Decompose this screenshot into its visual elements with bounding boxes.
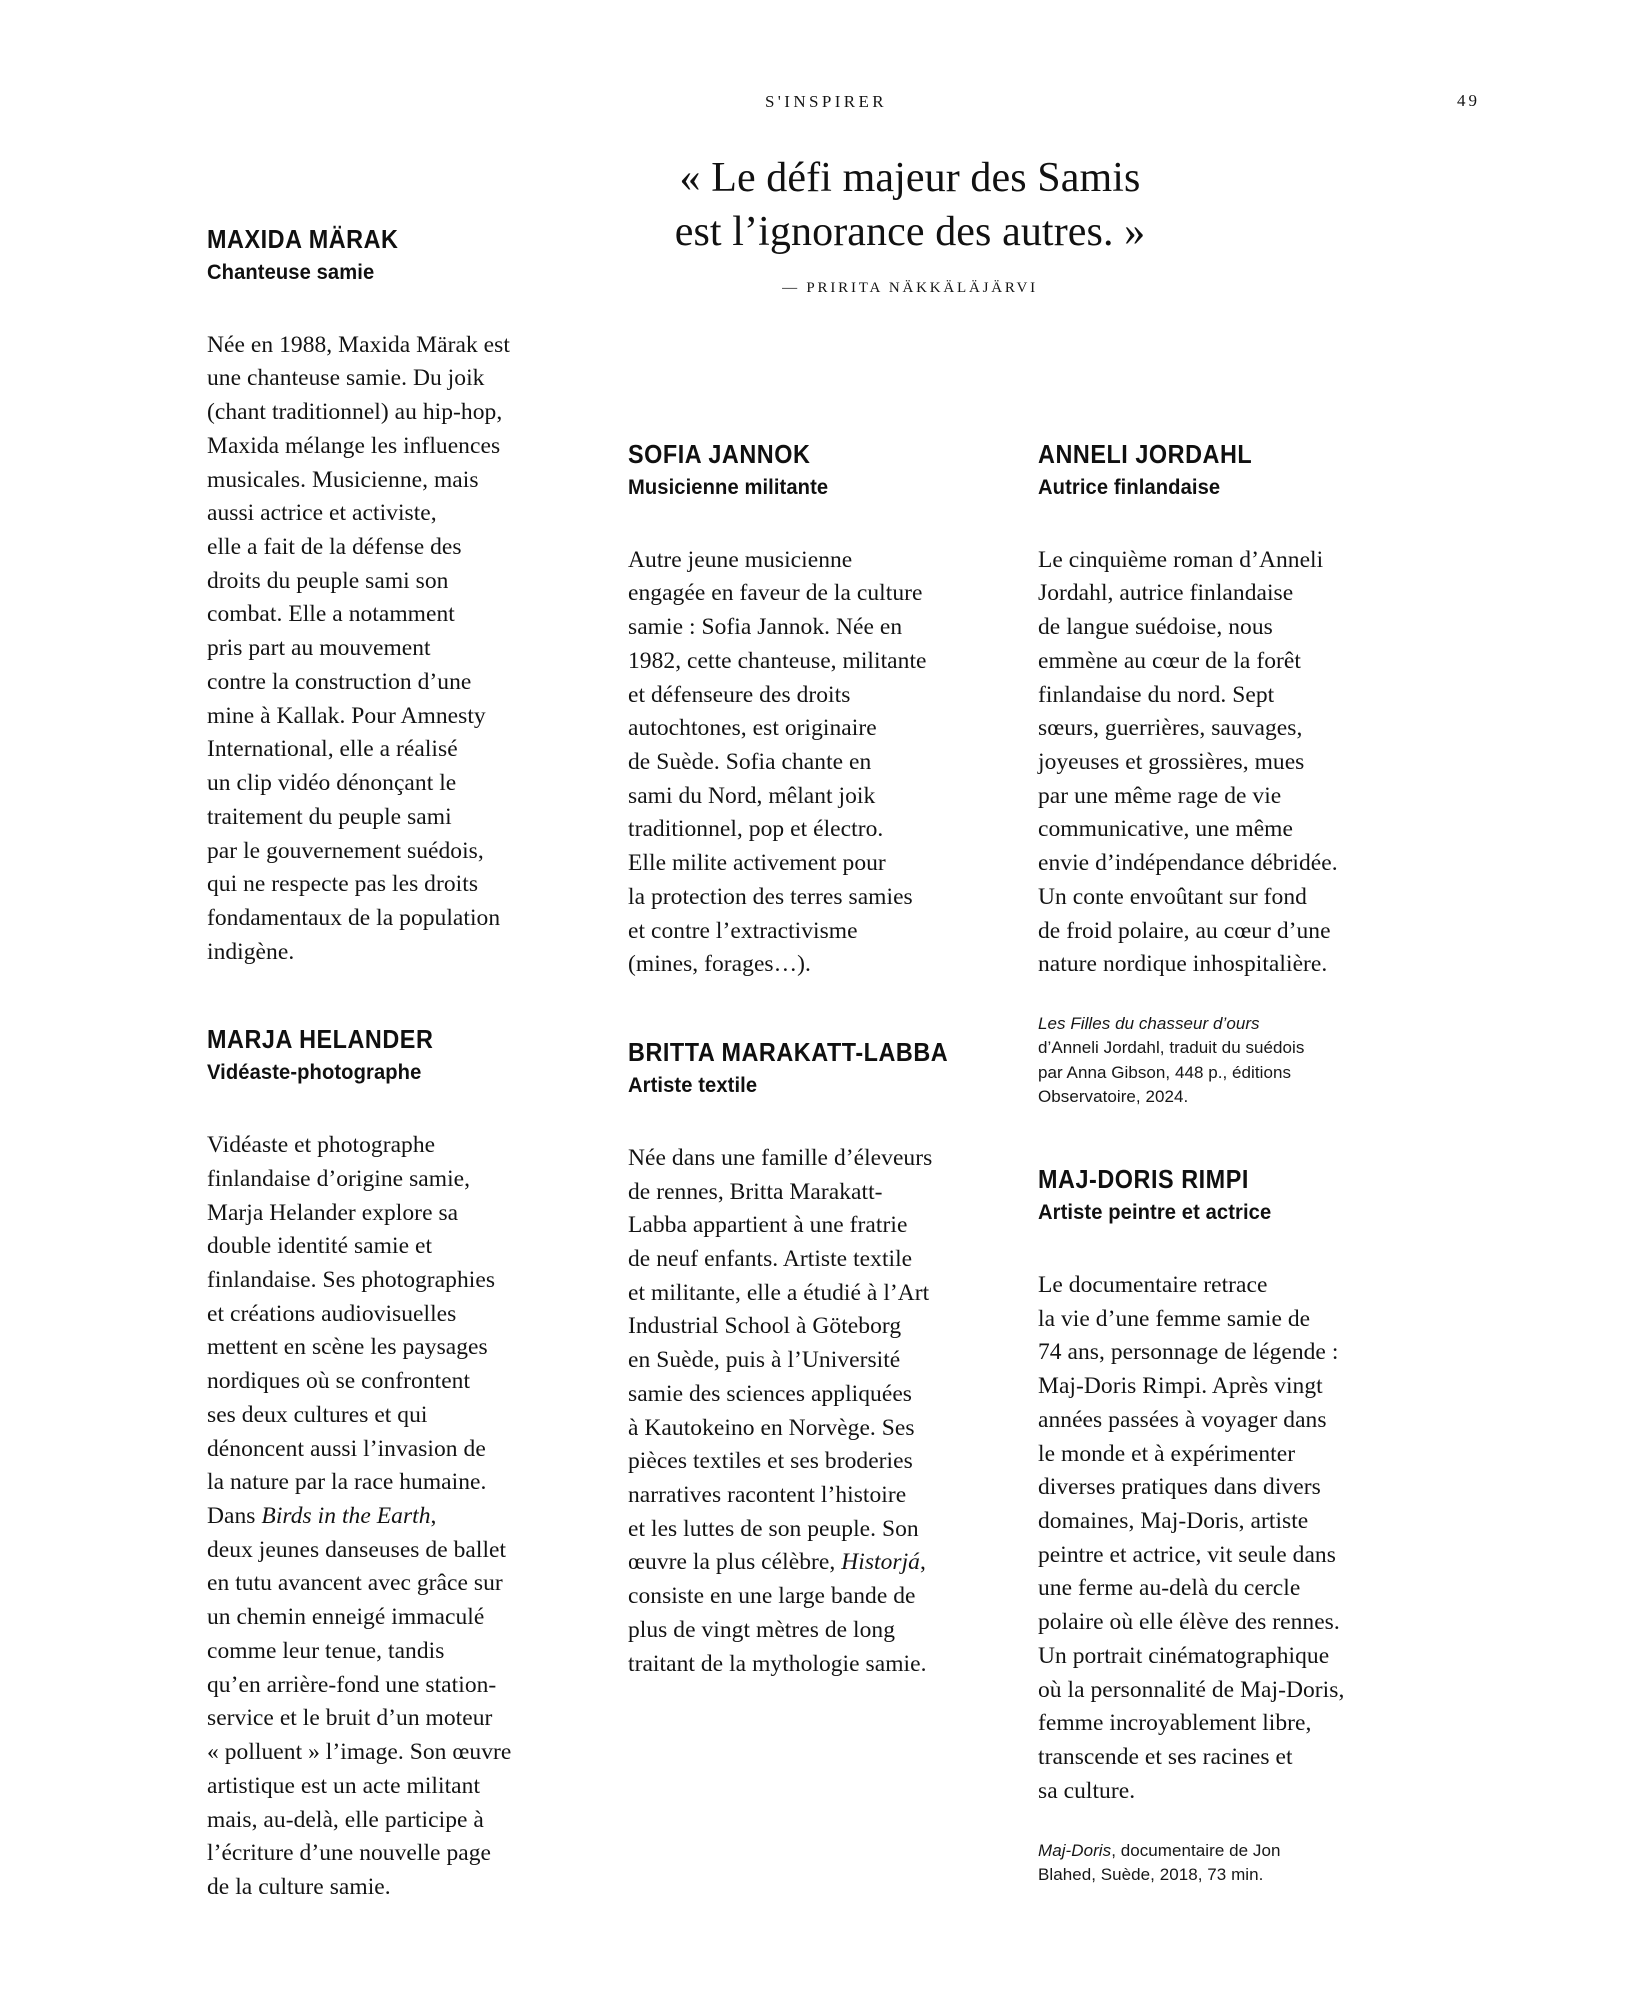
body-line: qu’en arrière-fond une station-: [207, 1671, 497, 1698]
entry-role: Musicienne militante: [628, 475, 829, 499]
body-line: Le cinquième roman d’Anneli: [1038, 546, 1324, 573]
running-head: S'INSPIRER: [764, 92, 888, 111]
body-line: Dans Birds in the Earth,: [207, 1503, 437, 1530]
article-entry-sofia-jannok: [628, 440, 973, 982]
body-line: à Kautokeino en Norvège. Ses: [628, 1414, 915, 1441]
body-line: plus de vingt mètres de long: [628, 1616, 896, 1643]
body-line: femme incroyablement libre,: [1038, 1710, 1312, 1737]
body-line: traditionnel, pop et électro.: [628, 816, 884, 843]
article-entry-britta-marakatt-labba: [628, 1038, 973, 1681]
body-line: emmène au cœur de la forêt: [1038, 647, 1301, 674]
entry-body: [207, 1129, 557, 1905]
entry-body: [628, 544, 973, 982]
body-line: engagée en faveur de la culture: [628, 580, 923, 607]
body-line: Vidéaste et photographe: [207, 1132, 436, 1159]
body-line: de froid polaire, au cœur d’une: [1038, 917, 1331, 944]
pull-quote-line-2: est l’ignorance des autres. »: [674, 208, 1146, 255]
pull-quote-line-1: « Le défi majeur des Samis: [679, 155, 1141, 201]
body-line: peintre et actrice, vit seule dans: [1038, 1541, 1336, 1568]
body-line: mettent en scène les paysages: [207, 1334, 488, 1361]
body-line: l’écriture d’une nouvelle page: [207, 1840, 492, 1867]
body-line: par le gouvernement suédois,: [207, 837, 484, 864]
body-line: années passées à voyager dans: [1038, 1406, 1327, 1433]
body-line: pièces textiles et ses broderies: [628, 1448, 913, 1475]
body-line: narratives racontent l’histoire: [628, 1482, 907, 1508]
entry-body: [628, 1142, 973, 1682]
body-line: finlandaise. Ses photographies: [207, 1267, 496, 1293]
page-number: 49: [1457, 91, 1480, 110]
body-line: en Suède, puis à l’Université: [628, 1347, 901, 1374]
body-line: International, elle a réalisé: [207, 736, 458, 763]
body-line: polaire où elle élève des rennes.: [1038, 1609, 1340, 1636]
body-line: communicative, une même: [1038, 816, 1293, 843]
body-line: nordiques où se confrontent: [207, 1368, 471, 1395]
body-line: mine à Kallak. Pour Amnesty: [207, 702, 486, 729]
body-line: domaines, Maj-Doris, artiste: [1038, 1508, 1309, 1535]
body-line: musicales. Musicienne, mais: [207, 466, 479, 493]
body-line: par une même rage de vie: [1038, 782, 1282, 809]
column-left: [207, 225, 557, 1905]
article-entry-anneli-jordahl: [1038, 440, 1383, 1109]
body-line: sa culture.: [1038, 1777, 1136, 1804]
body-line: et militante, elle a étudié à l’Art: [628, 1279, 930, 1306]
body-line: qui ne respecte pas les droits: [207, 871, 479, 898]
body-line: envie d’indépendance débridée.: [1038, 850, 1338, 877]
body-line: une ferme au-delà du cercle: [1038, 1575, 1301, 1602]
credit-line: Les Filles du chasseur d’ours: [1038, 1014, 1260, 1034]
body-line: diverses pratiques dans divers: [1038, 1474, 1321, 1501]
body-line: de Suède. Sofia chante en: [628, 749, 872, 776]
credit-line: Observatoire, 2024.: [1038, 1086, 1189, 1106]
body-line: la nature par la race humaine.: [207, 1469, 487, 1496]
body-line: de rennes, Britta Marakatt-: [628, 1178, 883, 1205]
body-line: traitement du peuple sami: [207, 803, 452, 830]
body-line: la vie d’une femme samie de: [1038, 1305, 1311, 1332]
body-line: de neuf enfants. Artiste textile: [628, 1245, 913, 1272]
body-line: un clip vidéo dénonçant le: [207, 770, 457, 797]
entry-role: Chanteuse samie: [207, 260, 375, 284]
body-line: de la culture samie.: [207, 1873, 391, 1900]
body-line: samie : Sofia Jannok. Née en: [628, 614, 903, 641]
body-line: et contre l’extractivisme: [628, 917, 858, 944]
body-line: œuvre la plus célèbre, Historjá,: [628, 1549, 926, 1576]
entry-role: Artiste textile: [628, 1073, 758, 1097]
entry-role: Vidéaste-photographe: [207, 1060, 422, 1084]
body-line: (chant traditionnel) au hip-hop,: [207, 399, 503, 426]
body-line: transcende et ses racines et: [1038, 1744, 1293, 1771]
body-line: contre la construction d’une: [207, 668, 472, 695]
body-line: combat. Elle a notamment: [207, 601, 455, 628]
body-line: nature nordique inhospitalière.: [1038, 951, 1328, 978]
entry-credit: [1038, 1839, 1383, 1888]
body-line: finlandaise d’origine samie,: [207, 1165, 471, 1192]
body-line: et les luttes de son peuple. Son: [628, 1515, 919, 1542]
body-line: finlandaise du nord. Sept: [1038, 681, 1275, 708]
body-line: 1982, cette chanteuse, militante: [628, 647, 927, 674]
body-line: Le documentaire retrace: [1038, 1272, 1268, 1298]
body-line: autochtones, est originaire: [628, 715, 877, 742]
body-line: Labba appartient à une fratrie: [628, 1212, 908, 1239]
body-line: Autre jeune musicienne: [628, 546, 853, 573]
body-line: droits du peuple sami son: [207, 567, 449, 594]
pull-quote: [560, 152, 1260, 260]
body-line: en tutu avancent avec grâce sur: [207, 1570, 503, 1597]
body-line: la protection des terres samies: [628, 883, 913, 910]
column-middle: [628, 440, 973, 1681]
entry-name: MAJ-DORIS RIMPI: [1038, 1164, 1249, 1195]
body-line: Maj-Doris Rimpi. Après vingt: [1038, 1373, 1323, 1400]
body-line: ses deux cultures et qui: [207, 1401, 428, 1428]
credit-line: Maj-Doris, documentaire de Jon: [1038, 1840, 1281, 1860]
body-line: pris part au mouvement: [207, 635, 431, 662]
body-line: Née dans une famille d’éleveurs: [628, 1144, 933, 1171]
entry-name: ANNELI JORDAHL: [1038, 439, 1253, 469]
body-line: Industrial School à Göteborg: [628, 1313, 902, 1340]
body-line: Marja Helander explore sa: [207, 1199, 459, 1226]
body-line: de langue suédoise, nous: [1038, 614, 1273, 641]
entry-name: BRITTA MARAKATT-LABBA: [628, 1037, 949, 1068]
article-entry-marja-helander: [207, 1025, 557, 1904]
body-line: 74 ans, personnage de légende :: [1038, 1339, 1339, 1366]
body-line: Née en 1988, Maxida Märak est: [207, 331, 510, 358]
pull-quote-attribution: — PRIRITA NÄKKÄLÄJÄRVI: [782, 280, 1038, 296]
body-line: dénoncent aussi l’invasion de: [207, 1435, 486, 1462]
body-line: le monde et à expérimenter: [1038, 1440, 1296, 1467]
column-right: [1038, 440, 1383, 1887]
entry-name: MARJA HELANDER: [207, 1024, 434, 1055]
body-line: indigène.: [207, 938, 295, 965]
body-line: Un conte envoûtant sur fond: [1038, 883, 1307, 910]
body-line: et défenseure des droits: [628, 681, 851, 708]
body-line: « polluent » l’image. Son œuvre: [207, 1739, 512, 1766]
body-line: joyeuses et grossières, mues: [1038, 749, 1305, 776]
article-entry-maj-doris-rimpi: [1038, 1165, 1383, 1887]
body-line: comme leur tenue, tandis: [207, 1637, 445, 1664]
body-line: sami du Nord, mêlant joik: [628, 782, 876, 809]
credit-line: par Anna Gibson, 448 p., éditions: [1038, 1062, 1292, 1082]
entry-body: [1038, 1269, 1383, 1809]
body-line: double identité samie et: [207, 1233, 433, 1260]
entry-body: [1038, 544, 1383, 982]
entry-name: MAXIDA MÄRAK: [207, 224, 399, 254]
credit-line: d’Anneli Jordahl, traduit du suédois: [1038, 1038, 1305, 1058]
body-line: Maxida mélange les influences: [207, 432, 501, 459]
body-line: mais, au-delà, elle participe à: [207, 1806, 484, 1833]
body-line: aussi actrice et activiste,: [207, 500, 437, 527]
body-line: deux jeunes danseuses de ballet: [207, 1536, 507, 1563]
body-line: traitant de la mythologie samie.: [628, 1650, 927, 1677]
body-line: où la personnalité de Maj-Doris,: [1038, 1676, 1345, 1703]
article-entry-maxida-m-rak: [207, 225, 557, 969]
entry-body: [207, 329, 557, 970]
body-line: sœurs, guerrières, sauvages,: [1038, 715, 1303, 742]
entry-role: Artiste peintre et actrice: [1038, 1200, 1272, 1224]
body-line: service et le bruit d’un moteur: [207, 1705, 493, 1732]
body-line: Jordahl, autrice finlandaise: [1038, 580, 1294, 607]
entry-credit: [1038, 1012, 1383, 1109]
body-line: une chanteuse samie. Du joik: [207, 365, 485, 392]
entry-name: SOFIA JANNOK: [628, 439, 811, 469]
body-line: (mines, forages…).: [628, 951, 811, 978]
body-line: elle a fait de la défense des: [207, 534, 462, 561]
body-line: Un portrait cinématographique: [1038, 1642, 1330, 1669]
body-line: artistique est un acte militant: [207, 1772, 481, 1799]
entry-role: Autrice finlandaise: [1038, 475, 1221, 499]
body-line: fondamentaux de la population: [207, 904, 501, 931]
body-line: et créations audiovisuelles: [207, 1300, 457, 1327]
body-line: un chemin enneigé immaculé: [207, 1604, 485, 1631]
credit-line: Blahed, Suède, 2018, 73 min.: [1038, 1864, 1264, 1884]
body-line: Elle milite activement pour: [628, 850, 886, 877]
body-line: samie des sciences appliquées: [628, 1380, 913, 1407]
body-line: consiste en une large bande de: [628, 1583, 916, 1610]
